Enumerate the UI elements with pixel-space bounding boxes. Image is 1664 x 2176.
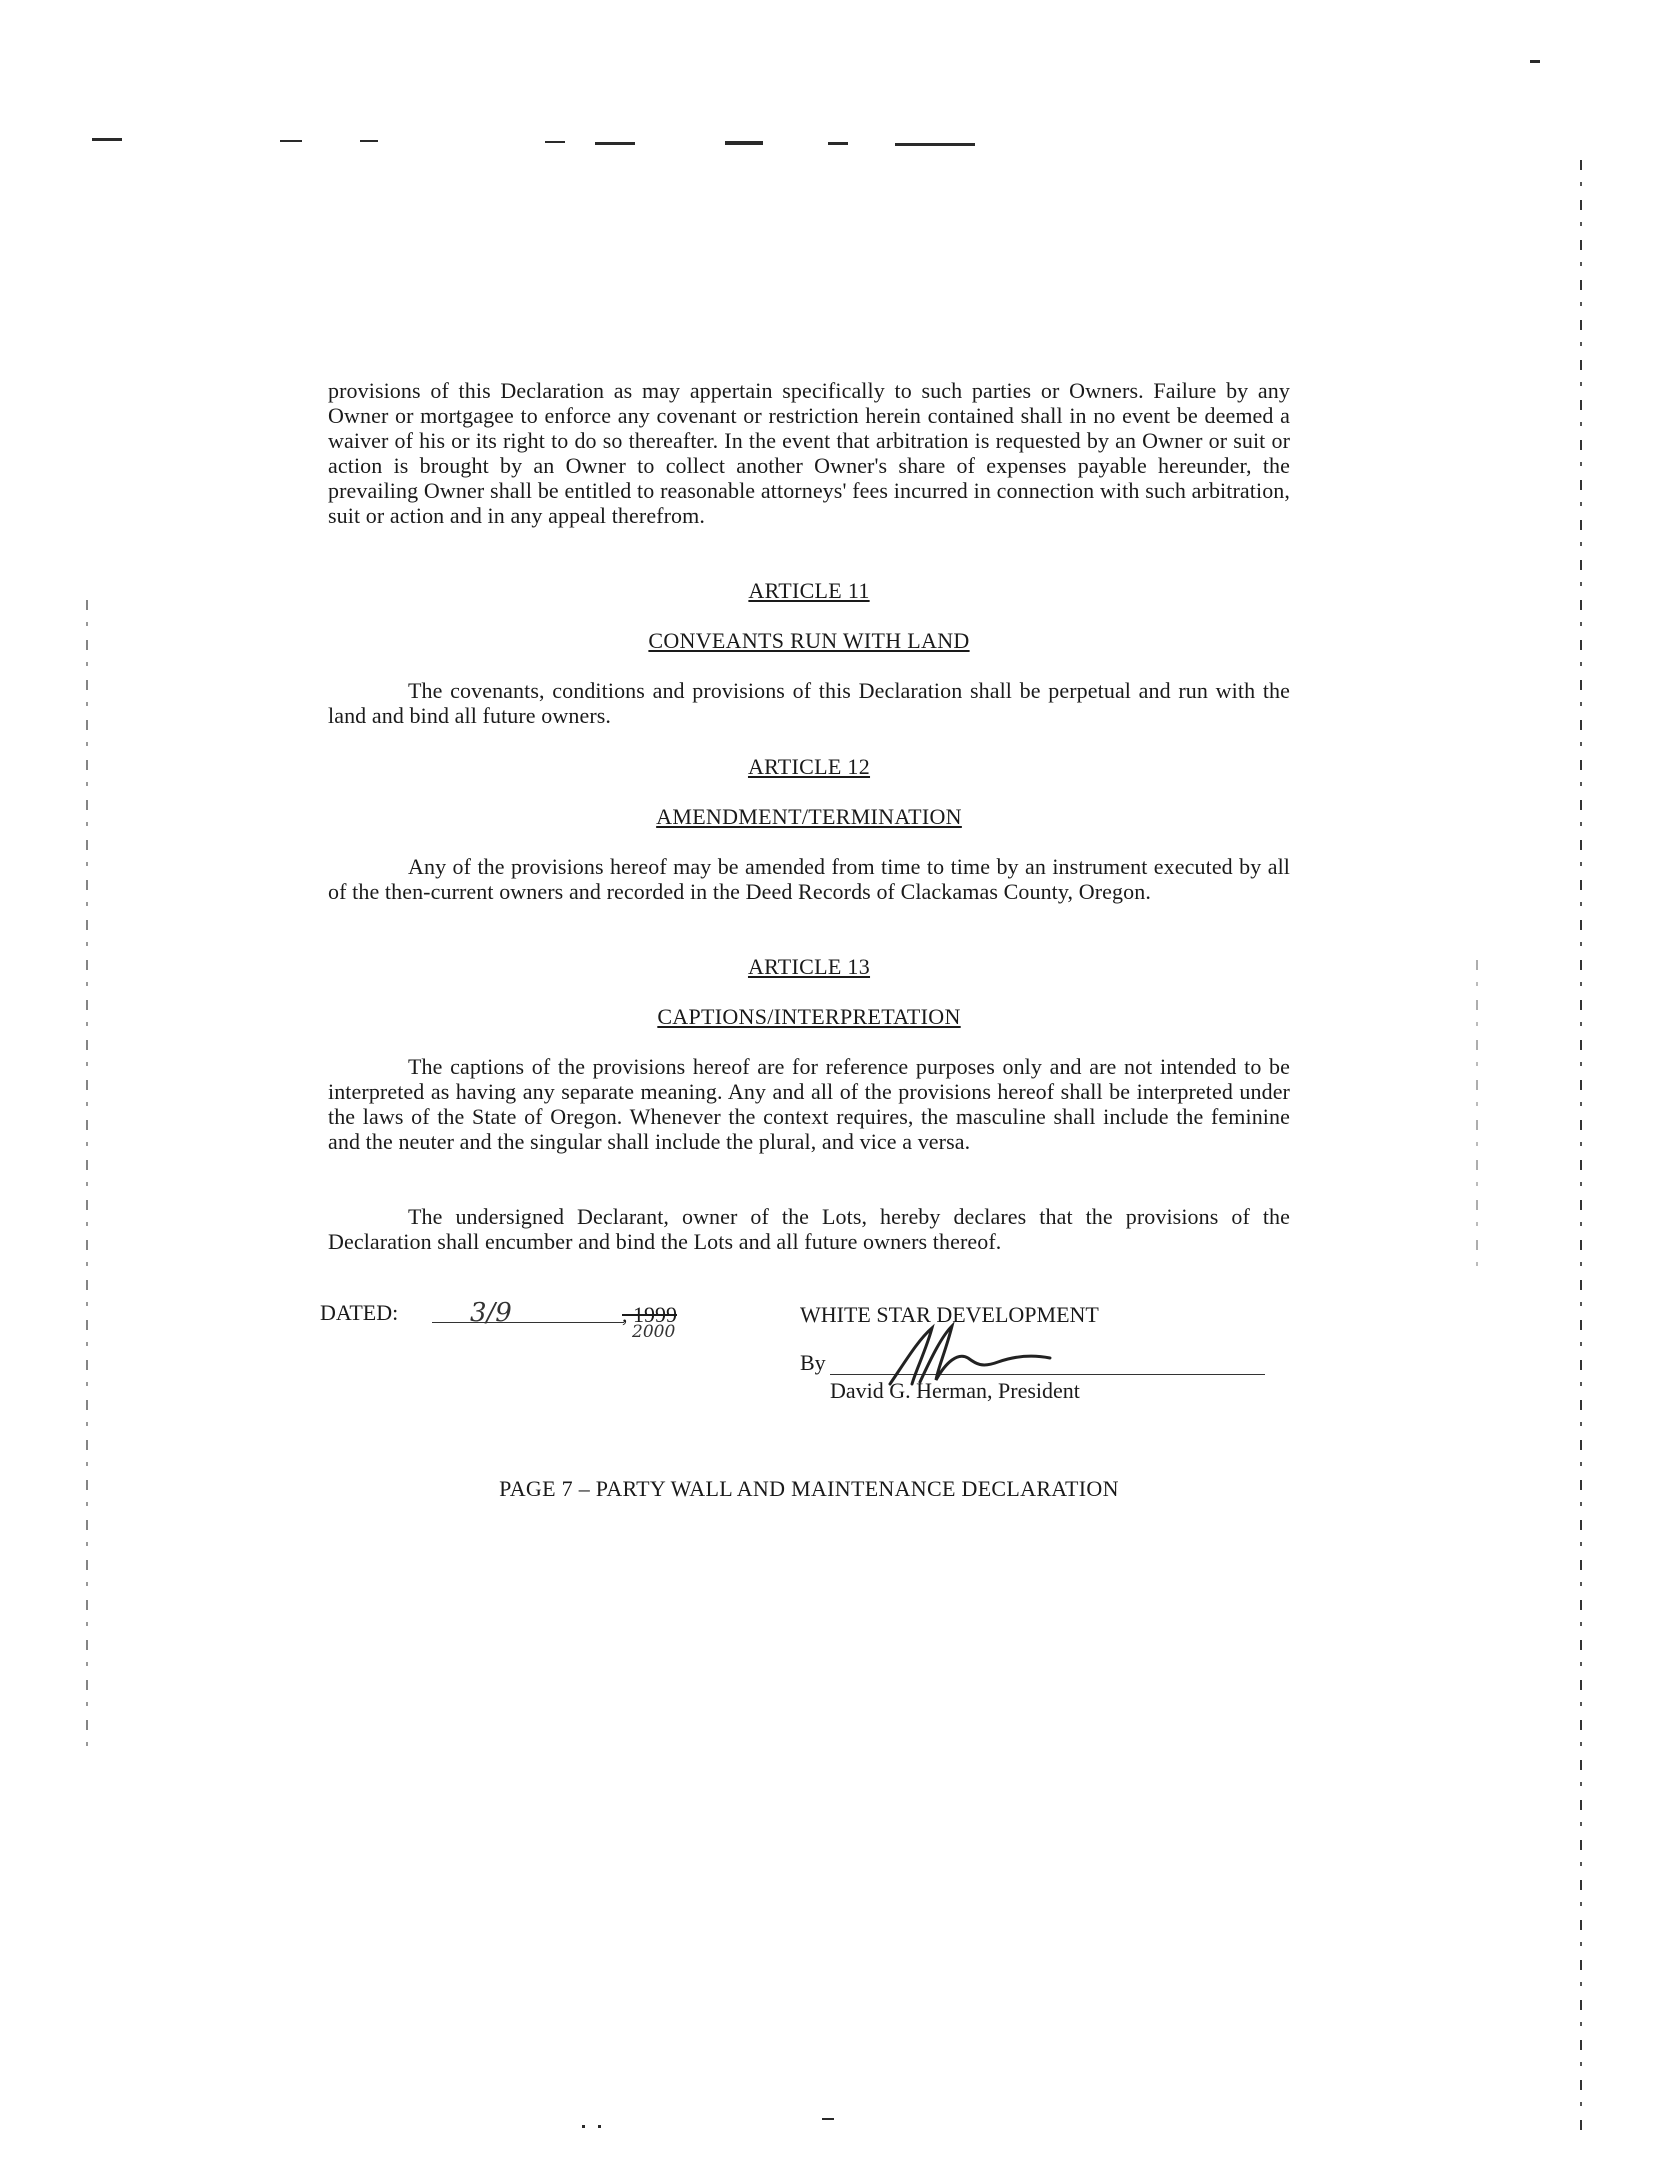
article-13-text: The captions of the provisions hereof are for reference purposes only and are not intended to be interpreted as having any separate meaning. Any and all of the provisions hereof shall be interpreted under the laws of the State of Oregon. Whenever the context requires, the masculine shall include the feminine and the neuter and the singular shall include the plural, and vice a versa. (328, 1054, 1290, 1154)
article-11-text: The covenants, conditions and provisions of this Declaration shall be perpetual and run with the land and bind all future owners. (328, 678, 1290, 728)
continued-paragraph: provisions of this Declaration as may appertain specifically to such parties or Owners. Failure by any Owner or mortgagee to enforce any covenant or restriction herein contained shall in no event be deemed a waiver of his or its right to do so thereafter. In the event that arbitration is requested by an Owner or suit or action is brought by an Owner to collect another Owner's share of expenses payable hereunder, the prevailing Owner shall be entitled to reasonable attorneys' fees incurred in connection with such arbitration, suit or action and in any appeal therefrom. (328, 378, 1290, 528)
scan-mark (582, 2125, 585, 2128)
scan-mark (360, 140, 378, 142)
by-label: By (800, 1350, 826, 1375)
year-handwritten: 2000 (632, 1322, 676, 1342)
article-12-text: Any of the provisions hereof may be amended from time to time by an instrument executed by all of the then-current owners and recorded in the Deed Records of Clackamas County, Oregon. (328, 854, 1290, 904)
article-11-title: CONVEANTS RUN WITH LAND (648, 628, 970, 653)
article-12-title: AMENDMENT/TERMINATION (656, 804, 962, 829)
company-name: WHITE STAR DEVELOPMENT (800, 1302, 1099, 1327)
declaration-paragraph: The undersigned Declarant, owner of the Lots, hereby declares that the provisions of the Declaration shall encumber and bind the Lots and all future owners thereof. (328, 1204, 1290, 1254)
article-11-heading: ARTICLE 11 (748, 578, 870, 603)
scan-mark (895, 143, 975, 146)
scan-mark (828, 142, 848, 145)
dated-underline (432, 1322, 624, 1323)
year-printed: , 1999 (622, 1302, 677, 1327)
article-13-title: CAPTIONS/INTERPRETATION (657, 1004, 961, 1029)
scan-mark (595, 142, 635, 145)
scan-mark (280, 140, 302, 142)
scan-edge-inner (1476, 960, 1478, 1280)
signer-name: David G. Herman, President (830, 1378, 1080, 1403)
dated-label: DATED: (320, 1300, 399, 1325)
dated-handwritten-value: 3/9 (470, 1298, 512, 1328)
article-12-heading: ARTICLE 12 (747, 754, 871, 779)
scan-edge-right (1580, 160, 1582, 2140)
scan-mark (598, 2125, 601, 2128)
scan-mark (92, 138, 122, 141)
scan-mark (545, 141, 565, 143)
scan-mark (1530, 60, 1540, 63)
page-footer: PAGE 7 – PARTY WALL AND MAINTENANCE DECLARATION (499, 1476, 1119, 1501)
article-13-heading: ARTICLE 13 (747, 954, 871, 979)
scan-edge-left (86, 600, 88, 1750)
scan-mark (725, 141, 763, 145)
scan-mark (822, 2118, 834, 2120)
